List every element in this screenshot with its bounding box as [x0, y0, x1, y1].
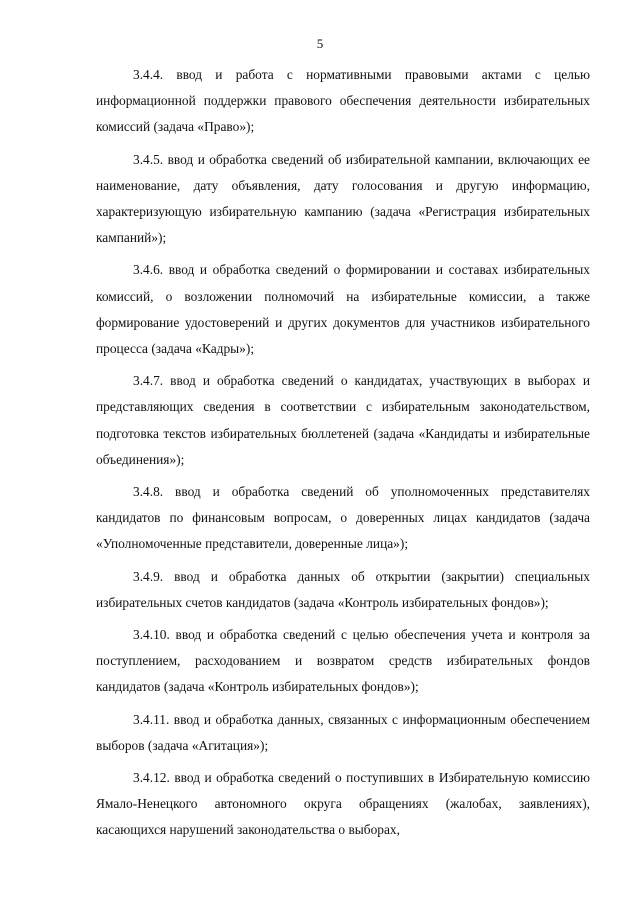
- paragraph-3-4-10: 3.4.10. ввод и обработка сведений с целью обеспечения учета и контроля за поступлением, расходованием и возвратом средств избирательных фондов кандидатов (задача «Контроль избирательных фондов»);: [96, 627, 590, 695]
- page-number: 5: [316, 36, 324, 51]
- paragraph-3-4-5: 3.4.5. ввод и обработка сведений об избирательной кампании, включающих ее наименование, дату объявления, дату голосования и другую информацию, характеризующую избирательную кампанию (задача «Регистрация избирательных кампаний»);: [96, 151, 590, 246]
- paragraph-3-4-4: 3.4.4. ввод и работа с нормативными правовыми актами с целью информационной поддержки правового обеспечения деятельности избирательных комиссий (задача «Право»);: [96, 67, 590, 135]
- paragraph-3-4-12: 3.4.12. ввод и обработка сведений о поступивших в Избирательную комиссию Ямало-Ненецкого автономного округа обращениях (жалобах, заявлениях), касающихся нарушений законодательства о выборах,: [96, 770, 590, 838]
- paragraph-3-4-11: 3.4.11. ввод и обработка данных, связанных с информационным обеспечением выборов (задача «Агитация»);: [96, 711, 590, 753]
- paragraph-3-4-8: 3.4.8. ввод и обработка сведений об уполномоченных представителях кандидатов по финансовым вопросам, о доверенных лицах кандидатов (задача «Уполномоченные представители, доверенные лица»);: [96, 484, 590, 552]
- paragraph-3-4-7: 3.4.7. ввод и обработка сведений о кандидатах, участвующих в выборах и представляющих сведения в соответствии с избирательным законодательством, подготовка текстов избирательных бюллетеней (задача «Кандидаты и избирательные объединения»);: [96, 373, 590, 467]
- document-body: [96, 62, 590, 850]
- paragraph-3-4-9: 3.4.9. ввод и обработка данных об открытии (закрытии) специальных избирательных счетов кандидатов (задача «Контроль избирательных фондов»);: [96, 568, 590, 610]
- paragraph-3-4-6: 3.4.6. ввод и обработка сведений о формировании и составах избирательных комиссий, о возложении полномочий на избирательные комиссии, а также формирование удостоверений и других документов для участников избирательного процесса (задача «Кадры»);: [96, 262, 590, 357]
